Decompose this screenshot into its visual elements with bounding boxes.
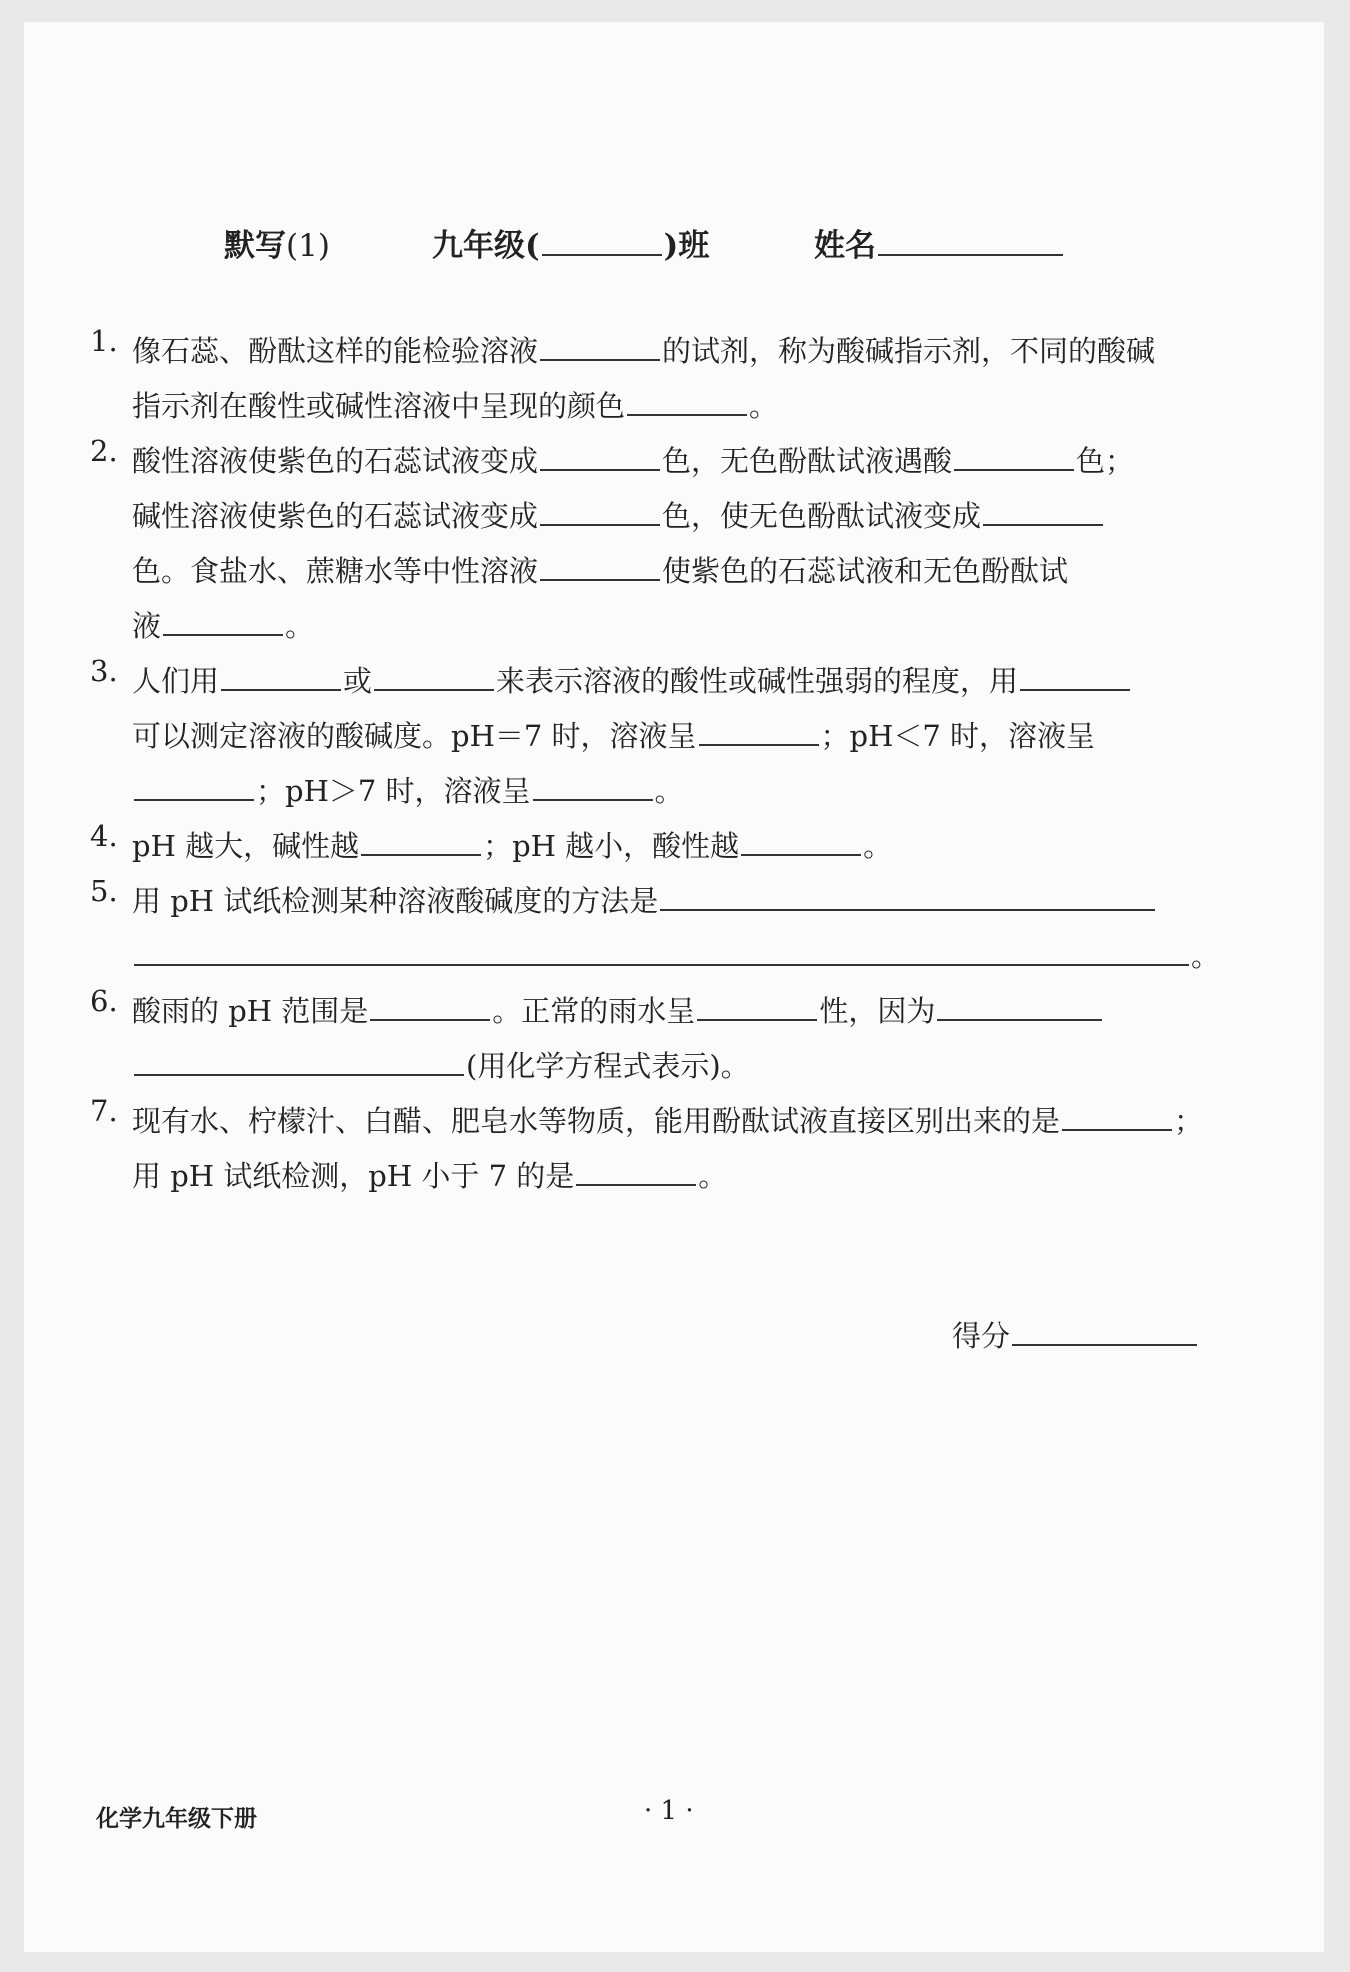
- answer-blank[interactable]: [134, 1042, 464, 1076]
- answer-blank[interactable]: [540, 437, 660, 471]
- answer-blank[interactable]: [374, 657, 494, 691]
- question-5: 5. 用 pH 试纸检测某种溶液酸碱度的方法是 。: [90, 874, 1221, 973]
- score-blank[interactable]: [1012, 1312, 1197, 1346]
- header: [24, 220, 1324, 268]
- question-6: 6. 酸雨的 pH 范围是 。正常的雨水呈 性，因为 (用化学方程式表示)。: [90, 984, 1240, 1094]
- answer-blank[interactable]: [1062, 1097, 1172, 1131]
- worksheet-page: [24, 22, 1324, 1952]
- answer-blank[interactable]: [576, 1152, 696, 1186]
- answer-blank[interactable]: [221, 657, 341, 691]
- page-number: · 1 ·: [644, 1796, 694, 1826]
- answer-blank[interactable]: [627, 382, 747, 416]
- worksheet-title: 默写(1): [224, 228, 330, 264]
- name-blank[interactable]: [878, 222, 1063, 256]
- answer-blank[interactable]: [540, 547, 660, 581]
- answer-blank[interactable]: [361, 822, 481, 856]
- name-field: 姓名: [814, 220, 1065, 265]
- answer-blank[interactable]: [540, 492, 660, 526]
- answer-blank[interactable]: [1020, 657, 1130, 691]
- question-1: 1. 像石蕊、酚酞这样的能检验溶液 的试剂，称为酸碱指示剂，不同的酸碱 指示剂在酸性或碱性溶液中呈现的颜色 。: [90, 324, 1156, 423]
- question-number: 5.: [90, 874, 118, 908]
- class-blank[interactable]: [542, 222, 662, 256]
- question-number: 1.: [90, 324, 118, 358]
- answer-blank[interactable]: [954, 437, 1074, 471]
- question-number: 6.: [90, 984, 118, 1018]
- answer-blank[interactable]: [533, 767, 653, 801]
- answer-blank[interactable]: [540, 327, 660, 361]
- question-number: 7.: [90, 1094, 118, 1128]
- answer-blank[interactable]: [937, 987, 1102, 1021]
- question-2: 2. 酸性溶液使紫色的石蕊试液变成 色，无色酚酞试液遇酸 色； 碱性溶液使紫色的石蕊试液变成 色，使无色酚酞试液变成 色。食盐水、蔗糖水等中性溶液 使紫色的石蕊试液和无色酚酞试 液 。: [90, 434, 1135, 643]
- answer-blank[interactable]: [660, 877, 1155, 911]
- answer-blank[interactable]: [370, 987, 490, 1021]
- score-field: 得分: [952, 1312, 1199, 1355]
- question-7: 7. 现有水、柠檬汁、白醋、肥皂水等物质，能用酚酞试液直接区别出来的是 ； 用 pH 试纸检测，pH 小于 7 的是 。: [90, 1094, 1204, 1193]
- answer-blank[interactable]: [983, 492, 1103, 526]
- book-title: 化学九年级下册: [96, 1806, 257, 1832]
- answer-blank[interactable]: [134, 932, 1189, 966]
- answer-blank[interactable]: [741, 822, 861, 856]
- question-3: 3. 人们用 或 来表示溶液的酸性或碱性强弱的程度，用 可以测定溶液的酸碱度。pH＝7 时，溶液呈 ；pH＜7 时，溶液呈 ；pH＞7 时，溶液呈 。: [90, 654, 1240, 819]
- question-list: [90, 324, 1240, 1204]
- grade-class-field: 九年级( )班: [432, 220, 709, 265]
- answer-blank[interactable]: [134, 767, 254, 801]
- question-4: 4. pH 越大，碱性越 ；pH 越小，酸性越 。: [90, 819, 893, 863]
- answer-blank[interactable]: [697, 987, 817, 1021]
- question-number: 4.: [90, 819, 118, 853]
- question-number: 2.: [90, 434, 118, 468]
- answer-blank[interactable]: [699, 712, 819, 746]
- question-number: 3.: [90, 654, 118, 688]
- answer-blank[interactable]: [163, 602, 283, 636]
